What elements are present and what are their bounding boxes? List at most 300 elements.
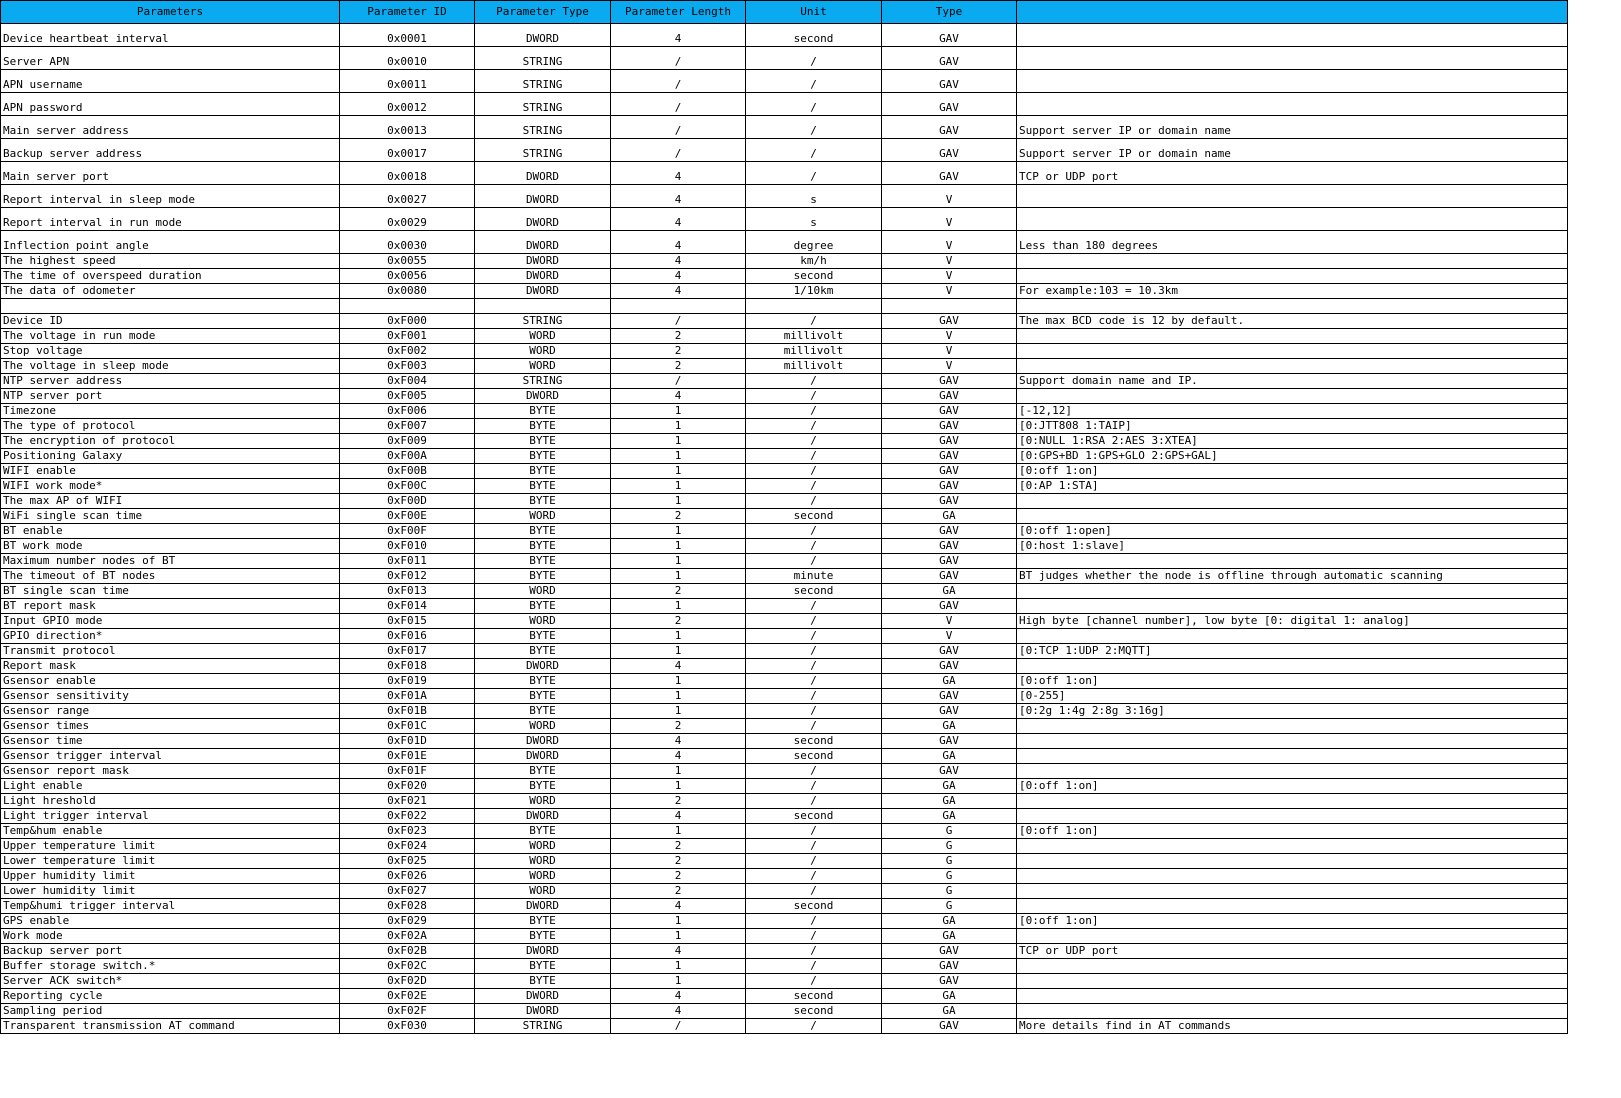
- cell-parameter[interactable]: Light enable: [1, 779, 340, 794]
- cell-type[interactable]: GA: [882, 509, 1017, 524]
- cell-parameter[interactable]: Positioning Galaxy: [1, 449, 340, 464]
- cell-type[interactable]: V: [882, 269, 1017, 284]
- cell-type[interactable]: GAV: [882, 404, 1017, 419]
- cell-notes[interactable]: [1017, 869, 1568, 884]
- header-notes[interactable]: [1017, 1, 1568, 24]
- cell-parameter-type[interactable]: STRING: [475, 70, 611, 93]
- cell-parameter-length[interactable]: 2: [611, 344, 746, 359]
- cell-type[interactable]: GAV: [882, 569, 1017, 584]
- cell-parameter-type[interactable]: DWORD: [475, 659, 611, 674]
- cell-parameter-type[interactable]: BYTE: [475, 914, 611, 929]
- cell-parameter-length[interactable]: 2: [611, 359, 746, 374]
- cell-notes[interactable]: [1017, 959, 1568, 974]
- cell-type[interactable]: GAV: [882, 419, 1017, 434]
- cell-type[interactable]: V: [882, 254, 1017, 269]
- cell-unit[interactable]: km/h: [746, 254, 882, 269]
- cell-notes[interactable]: [0:AP 1:STA]: [1017, 479, 1568, 494]
- cell-type[interactable]: G: [882, 839, 1017, 854]
- cell-notes[interactable]: TCP or UDP port: [1017, 162, 1568, 185]
- cell-notes[interactable]: [1017, 254, 1568, 269]
- cell-notes[interactable]: [0:JTT808 1:TAIP]: [1017, 419, 1568, 434]
- cell-parameter-type[interactable]: DWORD: [475, 24, 611, 47]
- cell-unit[interactable]: second: [746, 1004, 882, 1019]
- cell-notes[interactable]: [1017, 1004, 1568, 1019]
- cell-parameter-type[interactable]: BYTE: [475, 629, 611, 644]
- cell-type[interactable]: GA: [882, 929, 1017, 944]
- cell-parameter-type[interactable]: BYTE: [475, 704, 611, 719]
- cell-parameter-length[interactable]: 2: [611, 614, 746, 629]
- cell-parameter-length[interactable]: /: [611, 116, 746, 139]
- cell-parameter[interactable]: APN username: [1, 70, 340, 93]
- cell-parameter-length[interactable]: 1: [611, 569, 746, 584]
- cell-type[interactable]: G: [882, 869, 1017, 884]
- cell-parameter-type[interactable]: BYTE: [475, 539, 611, 554]
- cell-parameter[interactable]: Maximum number nodes of BT: [1, 554, 340, 569]
- cell-parameter-id[interactable]: 0xF017: [340, 644, 475, 659]
- cell-parameter[interactable]: The highest speed: [1, 254, 340, 269]
- cell-parameter-length[interactable]: 2: [611, 719, 746, 734]
- cell-parameter[interactable]: The timeout of BT nodes: [1, 569, 340, 584]
- cell-notes[interactable]: [1017, 929, 1568, 944]
- cell-parameter[interactable]: Server APN: [1, 47, 340, 70]
- cell-parameter-length[interactable]: 4: [611, 749, 746, 764]
- cell-unit[interactable]: /: [746, 70, 882, 93]
- cell-unit[interactable]: millivolt: [746, 329, 882, 344]
- cell-parameter-id[interactable]: 0xF02C: [340, 959, 475, 974]
- cell-unit[interactable]: /: [746, 93, 882, 116]
- cell-parameter-type[interactable]: STRING: [475, 1019, 611, 1034]
- cell-notes[interactable]: [1017, 359, 1568, 374]
- cell-type[interactable]: GAV: [882, 1019, 1017, 1034]
- cell-parameter[interactable]: Work mode: [1, 929, 340, 944]
- cell-notes[interactable]: [1017, 494, 1568, 509]
- cell-type[interactable]: V: [882, 359, 1017, 374]
- header-parameter-length[interactable]: Parameter Length: [611, 1, 746, 24]
- cell-notes[interactable]: [1017, 764, 1568, 779]
- cell-notes[interactable]: [1017, 884, 1568, 899]
- cell-parameter[interactable]: NTP server address: [1, 374, 340, 389]
- cell-parameter-length[interactable]: 1: [611, 914, 746, 929]
- cell-parameter-length[interactable]: 4: [611, 254, 746, 269]
- cell-parameter-id[interactable]: 0x0055: [340, 254, 475, 269]
- cell-unit[interactable]: /: [746, 449, 882, 464]
- cell-notes[interactable]: [-12,12]: [1017, 404, 1568, 419]
- cell-parameter-type[interactable]: WORD: [475, 509, 611, 524]
- cell-notes[interactable]: [1017, 299, 1568, 314]
- cell-unit[interactable]: minute: [746, 569, 882, 584]
- cell-parameter-length[interactable]: /: [611, 1019, 746, 1034]
- cell-type[interactable]: GAV: [882, 116, 1017, 139]
- cell-parameter-id[interactable]: 0xF01B: [340, 704, 475, 719]
- cell-parameter-type[interactable]: WORD: [475, 719, 611, 734]
- cell-notes[interactable]: [1017, 989, 1568, 1004]
- cell-parameter-length[interactable]: 1: [611, 539, 746, 554]
- header-type[interactable]: Type: [882, 1, 1017, 24]
- cell-notes[interactable]: [0:2g 1:4g 2:8g 3:16g]: [1017, 704, 1568, 719]
- cell-parameter-length[interactable]: 1: [611, 764, 746, 779]
- cell-notes[interactable]: [1017, 509, 1568, 524]
- cell-parameter-type[interactable]: BYTE: [475, 674, 611, 689]
- cell-notes[interactable]: The max BCD code is 12 by default.: [1017, 314, 1568, 329]
- cell-type[interactable]: GA: [882, 989, 1017, 1004]
- cell-parameter-length[interactable]: /: [611, 314, 746, 329]
- cell-notes[interactable]: [1017, 734, 1568, 749]
- cell-parameter-type[interactable]: BYTE: [475, 689, 611, 704]
- cell-type[interactable]: GAV: [882, 644, 1017, 659]
- cell-parameter[interactable]: Transmit protocol: [1, 644, 340, 659]
- cell-parameter[interactable]: BT work mode: [1, 539, 340, 554]
- cell-parameter-type[interactable]: BYTE: [475, 779, 611, 794]
- cell-type[interactable]: GA: [882, 674, 1017, 689]
- cell-parameter-id[interactable]: 0xF014: [340, 599, 475, 614]
- cell-parameter-id[interactable]: 0x0001: [340, 24, 475, 47]
- cell-parameter-length[interactable]: 4: [611, 899, 746, 914]
- cell-type[interactable]: V: [882, 284, 1017, 299]
- cell-type[interactable]: GAV: [882, 599, 1017, 614]
- cell-unit[interactable]: /: [746, 869, 882, 884]
- cell-parameter-type[interactable]: STRING: [475, 116, 611, 139]
- cell-unit[interactable]: /: [746, 404, 882, 419]
- cell-parameter-type[interactable]: DWORD: [475, 269, 611, 284]
- cell-parameter[interactable]: The voltage in run mode: [1, 329, 340, 344]
- cell-type[interactable]: GA: [882, 794, 1017, 809]
- cell-unit[interactable]: [746, 299, 882, 314]
- cell-parameter[interactable]: BT single scan time: [1, 584, 340, 599]
- cell-notes[interactable]: [1017, 974, 1568, 989]
- cell-parameter-type[interactable]: STRING: [475, 93, 611, 116]
- cell-parameter-type[interactable]: BYTE: [475, 404, 611, 419]
- cell-parameter[interactable]: Reporting cycle: [1, 989, 340, 1004]
- cell-type[interactable]: V: [882, 208, 1017, 231]
- cell-parameter[interactable]: Gsensor enable: [1, 674, 340, 689]
- cell-parameter-type[interactable]: WORD: [475, 344, 611, 359]
- cell-notes[interactable]: [1017, 24, 1568, 47]
- cell-parameter[interactable]: The max AP of WIFI: [1, 494, 340, 509]
- cell-notes[interactable]: Support domain name and IP.: [1017, 374, 1568, 389]
- cell-parameter-type[interactable]: DWORD: [475, 231, 611, 254]
- cell-parameter[interactable]: Sampling period: [1, 1004, 340, 1019]
- cell-type[interactable]: GAV: [882, 93, 1017, 116]
- cell-parameter-length[interactable]: 4: [611, 185, 746, 208]
- cell-notes[interactable]: [1017, 70, 1568, 93]
- cell-type[interactable]: GAV: [882, 959, 1017, 974]
- cell-parameter-type[interactable]: DWORD: [475, 809, 611, 824]
- cell-parameter-type[interactable]: DWORD: [475, 989, 611, 1004]
- cell-type[interactable]: G: [882, 854, 1017, 869]
- cell-parameter-type[interactable]: BYTE: [475, 419, 611, 434]
- cell-type[interactable]: GA: [882, 749, 1017, 764]
- cell-parameter-type[interactable]: BYTE: [475, 599, 611, 614]
- cell-parameter-type[interactable]: DWORD: [475, 944, 611, 959]
- cell-parameter-length[interactable]: 2: [611, 884, 746, 899]
- cell-type[interactable]: GAV: [882, 24, 1017, 47]
- cell-parameter-length[interactable]: 1: [611, 434, 746, 449]
- cell-notes[interactable]: [1017, 659, 1568, 674]
- cell-parameter-id[interactable]: 0xF029: [340, 914, 475, 929]
- cell-type[interactable]: G: [882, 824, 1017, 839]
- cell-type[interactable]: V: [882, 185, 1017, 208]
- cell-type[interactable]: GAV: [882, 162, 1017, 185]
- cell-unit[interactable]: second: [746, 989, 882, 1004]
- cell-notes[interactable]: [1017, 749, 1568, 764]
- cell-parameter-type[interactable]: WORD: [475, 854, 611, 869]
- cell-parameter-id[interactable]: 0xF030: [340, 1019, 475, 1034]
- cell-parameter-id[interactable]: 0xF018: [340, 659, 475, 674]
- cell-parameter-id[interactable]: 0xF00C: [340, 479, 475, 494]
- cell-parameter-id[interactable]: 0xF02A: [340, 929, 475, 944]
- cell-parameter-id[interactable]: 0xF028: [340, 899, 475, 914]
- cell-unit[interactable]: second: [746, 809, 882, 824]
- cell-notes[interactable]: [1017, 809, 1568, 824]
- cell-parameter[interactable]: WIFI enable: [1, 464, 340, 479]
- cell-parameter-length[interactable]: 1: [611, 674, 746, 689]
- cell-parameter[interactable]: Light hreshold: [1, 794, 340, 809]
- cell-parameter-length[interactable]: 1: [611, 479, 746, 494]
- cell-parameter[interactable]: Lower humidity limit: [1, 884, 340, 899]
- cell-notes[interactable]: [1017, 839, 1568, 854]
- cell-unit[interactable]: millivolt: [746, 344, 882, 359]
- cell-notes[interactable]: [1017, 584, 1568, 599]
- cell-unit[interactable]: /: [746, 419, 882, 434]
- cell-unit[interactable]: millivolt: [746, 359, 882, 374]
- cell-parameter[interactable]: Stop voltage: [1, 344, 340, 359]
- cell-parameter-length[interactable]: 2: [611, 584, 746, 599]
- cell-type[interactable]: GA: [882, 584, 1017, 599]
- cell-parameter[interactable]: Transparent transmission AT command: [1, 1019, 340, 1034]
- cell-parameter-type[interactable]: BYTE: [475, 524, 611, 539]
- cell-parameter[interactable]: BT report mask: [1, 599, 340, 614]
- cell-unit[interactable]: /: [746, 794, 882, 809]
- cell-parameter-type[interactable]: WORD: [475, 614, 611, 629]
- cell-unit[interactable]: second: [746, 584, 882, 599]
- cell-unit[interactable]: second: [746, 509, 882, 524]
- cell-parameter-id[interactable]: 0xF002: [340, 344, 475, 359]
- cell-unit[interactable]: /: [746, 614, 882, 629]
- cell-parameter[interactable]: Input GPIO mode: [1, 614, 340, 629]
- cell-parameter[interactable]: Device ID: [1, 314, 340, 329]
- cell-parameter-id[interactable]: 0xF01F: [340, 764, 475, 779]
- cell-unit[interactable]: /: [746, 719, 882, 734]
- cell-notes[interactable]: [1017, 719, 1568, 734]
- cell-parameter-type[interactable]: DWORD: [475, 254, 611, 269]
- cell-type[interactable]: GAV: [882, 434, 1017, 449]
- cell-parameter-length[interactable]: 1: [611, 644, 746, 659]
- cell-parameter-id[interactable]: 0xF00A: [340, 449, 475, 464]
- cell-parameter-id[interactable]: 0xF025: [340, 854, 475, 869]
- cell-notes[interactable]: [0:off 1:on]: [1017, 824, 1568, 839]
- cell-parameter[interactable]: Upper temperature limit: [1, 839, 340, 854]
- cell-unit[interactable]: /: [746, 824, 882, 839]
- cell-type[interactable]: GAV: [882, 734, 1017, 749]
- header-unit[interactable]: Unit: [746, 1, 882, 24]
- cell-parameter[interactable]: Report mask: [1, 659, 340, 674]
- cell-notes[interactable]: [1017, 93, 1568, 116]
- cell-parameter-length[interactable]: /: [611, 374, 746, 389]
- cell-parameter-type[interactable]: STRING: [475, 47, 611, 70]
- cell-type[interactable]: [882, 299, 1017, 314]
- cell-notes[interactable]: [1017, 899, 1568, 914]
- cell-notes[interactable]: [0:off 1:on]: [1017, 674, 1568, 689]
- cell-parameter-id[interactable]: 0x0010: [340, 47, 475, 70]
- cell-unit[interactable]: /: [746, 524, 882, 539]
- cell-notes[interactable]: BT judges whether the node is offline through automatic scanning: [1017, 569, 1568, 584]
- cell-type[interactable]: GAV: [882, 689, 1017, 704]
- cell-parameter-type[interactable]: BYTE: [475, 569, 611, 584]
- cell-parameter-type[interactable]: BYTE: [475, 479, 611, 494]
- cell-parameter-type[interactable]: BYTE: [475, 449, 611, 464]
- cell-notes[interactable]: [0:NULL 1:RSA 2:AES 3:XTEA]: [1017, 434, 1568, 449]
- cell-type[interactable]: G: [882, 884, 1017, 899]
- cell-parameter-length[interactable]: 1: [611, 704, 746, 719]
- cell-parameter-id[interactable]: 0xF016: [340, 629, 475, 644]
- cell-parameter-type[interactable]: BYTE: [475, 434, 611, 449]
- cell-parameter-type[interactable]: WORD: [475, 839, 611, 854]
- cell-unit[interactable]: /: [746, 974, 882, 989]
- cell-parameter-type[interactable]: WORD: [475, 329, 611, 344]
- cell-type[interactable]: GAV: [882, 659, 1017, 674]
- cell-parameter-length[interactable]: 1: [611, 974, 746, 989]
- cell-unit[interactable]: /: [746, 689, 882, 704]
- cell-type[interactable]: GAV: [882, 139, 1017, 162]
- cell-parameter-type[interactable]: BYTE: [475, 644, 611, 659]
- cell-unit[interactable]: /: [746, 47, 882, 70]
- cell-parameter-length[interactable]: 1: [611, 554, 746, 569]
- cell-parameter-id[interactable]: 0xF01C: [340, 719, 475, 734]
- cell-parameter-type[interactable]: BYTE: [475, 494, 611, 509]
- cell-parameter-id[interactable]: 0xF019: [340, 674, 475, 689]
- cell-parameter[interactable]: Report interval in sleep mode: [1, 185, 340, 208]
- cell-notes[interactable]: For example:103 = 10.3km: [1017, 284, 1568, 299]
- cell-parameter-id[interactable]: 0xF024: [340, 839, 475, 854]
- cell-unit[interactable]: degree: [746, 231, 882, 254]
- cell-parameter-length[interactable]: 4: [611, 24, 746, 47]
- cell-parameter-length[interactable]: 4: [611, 269, 746, 284]
- cell-parameter[interactable]: Upper humidity limit: [1, 869, 340, 884]
- cell-type[interactable]: GAV: [882, 389, 1017, 404]
- cell-parameter[interactable]: Buffer storage switch.*: [1, 959, 340, 974]
- cell-parameter-type[interactable]: BYTE: [475, 959, 611, 974]
- cell-type[interactable]: V: [882, 629, 1017, 644]
- cell-parameter-length[interactable]: 4: [611, 659, 746, 674]
- cell-unit[interactable]: /: [746, 599, 882, 614]
- cell-notes[interactable]: Less than 180 degrees: [1017, 231, 1568, 254]
- cell-type[interactable]: GAV: [882, 539, 1017, 554]
- cell-parameter-id[interactable]: 0xF026: [340, 869, 475, 884]
- cell-notes[interactable]: [0-255]: [1017, 689, 1568, 704]
- cell-type[interactable]: GAV: [882, 764, 1017, 779]
- cell-parameter-id[interactable]: 0x0029: [340, 208, 475, 231]
- cell-parameter-type[interactable]: BYTE: [475, 464, 611, 479]
- cell-parameter[interactable]: The encryption of protocol: [1, 434, 340, 449]
- cell-parameter-type[interactable]: DWORD: [475, 899, 611, 914]
- cell-parameter-length[interactable]: 4: [611, 1004, 746, 1019]
- cell-parameter-length[interactable]: /: [611, 70, 746, 93]
- cell-parameter[interactable]: Main server port: [1, 162, 340, 185]
- cell-parameter-length[interactable]: 1: [611, 929, 746, 944]
- cell-notes[interactable]: TCP or UDP port: [1017, 944, 1568, 959]
- cell-parameter-type[interactable]: BYTE: [475, 929, 611, 944]
- cell-parameter-type[interactable]: STRING: [475, 139, 611, 162]
- cell-parameter[interactable]: [1, 299, 340, 314]
- cell-parameter-length[interactable]: 4: [611, 231, 746, 254]
- cell-parameter[interactable]: BT enable: [1, 524, 340, 539]
- cell-notes[interactable]: [0:off 1:on]: [1017, 779, 1568, 794]
- cell-parameter-length[interactable]: 2: [611, 329, 746, 344]
- cell-parameter-type[interactable]: BYTE: [475, 974, 611, 989]
- cell-parameter-id[interactable]: 0xF020: [340, 779, 475, 794]
- cell-parameter[interactable]: The data of odometer: [1, 284, 340, 299]
- cell-unit[interactable]: /: [746, 839, 882, 854]
- cell-parameter-length[interactable]: 1: [611, 629, 746, 644]
- cell-type[interactable]: GAV: [882, 554, 1017, 569]
- cell-notes[interactable]: [1017, 47, 1568, 70]
- cell-type[interactable]: GAV: [882, 464, 1017, 479]
- cell-notes[interactable]: More details find in AT commands: [1017, 1019, 1568, 1034]
- cell-parameter-length[interactable]: /: [611, 139, 746, 162]
- cell-unit[interactable]: /: [746, 162, 882, 185]
- cell-notes[interactable]: [1017, 794, 1568, 809]
- cell-parameter-id[interactable]: 0xF01D: [340, 734, 475, 749]
- cell-type[interactable]: GAV: [882, 374, 1017, 389]
- cell-parameter[interactable]: Main server address: [1, 116, 340, 139]
- cell-parameter-id[interactable]: 0xF001: [340, 329, 475, 344]
- cell-parameter[interactable]: Gsensor range: [1, 704, 340, 719]
- cell-unit[interactable]: /: [746, 374, 882, 389]
- cell-parameter-length[interactable]: 4: [611, 989, 746, 1004]
- header-parameter-type[interactable]: Parameter Type: [475, 1, 611, 24]
- cell-notes[interactable]: [0:GPS+BD 1:GPS+GLO 2:GPS+GAL]: [1017, 449, 1568, 464]
- cell-type[interactable]: GA: [882, 914, 1017, 929]
- cell-parameter-id[interactable]: 0xF011: [340, 554, 475, 569]
- cell-parameter-length[interactable]: 4: [611, 809, 746, 824]
- cell-parameter-type[interactable]: STRING: [475, 374, 611, 389]
- cell-parameter-length[interactable]: 2: [611, 854, 746, 869]
- cell-parameter-id[interactable]: 0x0080: [340, 284, 475, 299]
- cell-parameter-length[interactable]: 4: [611, 734, 746, 749]
- cell-type[interactable]: GAV: [882, 974, 1017, 989]
- cell-type[interactable]: GAV: [882, 524, 1017, 539]
- cell-unit[interactable]: /: [746, 644, 882, 659]
- cell-parameter-id[interactable]: 0xF005: [340, 389, 475, 404]
- cell-parameter-length[interactable]: 4: [611, 162, 746, 185]
- cell-type[interactable]: V: [882, 329, 1017, 344]
- cell-notes[interactable]: [0:host 1:slave]: [1017, 539, 1568, 554]
- cell-parameter-id[interactable]: 0x0027: [340, 185, 475, 208]
- cell-unit[interactable]: /: [746, 959, 882, 974]
- cell-type[interactable]: GA: [882, 719, 1017, 734]
- cell-parameter-type[interactable]: DWORD: [475, 208, 611, 231]
- cell-parameter-id[interactable]: 0xF003: [340, 359, 475, 374]
- cell-parameter-id[interactable]: 0x0018: [340, 162, 475, 185]
- cell-parameter-id[interactable]: 0xF02D: [340, 974, 475, 989]
- cell-parameter-type[interactable]: WORD: [475, 884, 611, 899]
- cell-parameter-length[interactable]: 2: [611, 839, 746, 854]
- cell-parameter-type[interactable]: [475, 299, 611, 314]
- cell-unit[interactable]: second: [746, 749, 882, 764]
- cell-parameter[interactable]: Temp&hum enable: [1, 824, 340, 839]
- cell-notes[interactable]: [1017, 389, 1568, 404]
- cell-parameter-length[interactable]: 1: [611, 689, 746, 704]
- cell-parameter-length[interactable]: 2: [611, 794, 746, 809]
- cell-unit[interactable]: s: [746, 185, 882, 208]
- cell-parameter-type[interactable]: BYTE: [475, 554, 611, 569]
- cell-parameter-length[interactable]: [611, 299, 746, 314]
- cell-type[interactable]: GA: [882, 809, 1017, 824]
- cell-notes[interactable]: [1017, 854, 1568, 869]
- cell-parameter-id[interactable]: 0xF02E: [340, 989, 475, 1004]
- cell-parameter[interactable]: Backup server port: [1, 944, 340, 959]
- cell-notes[interactable]: [1017, 344, 1568, 359]
